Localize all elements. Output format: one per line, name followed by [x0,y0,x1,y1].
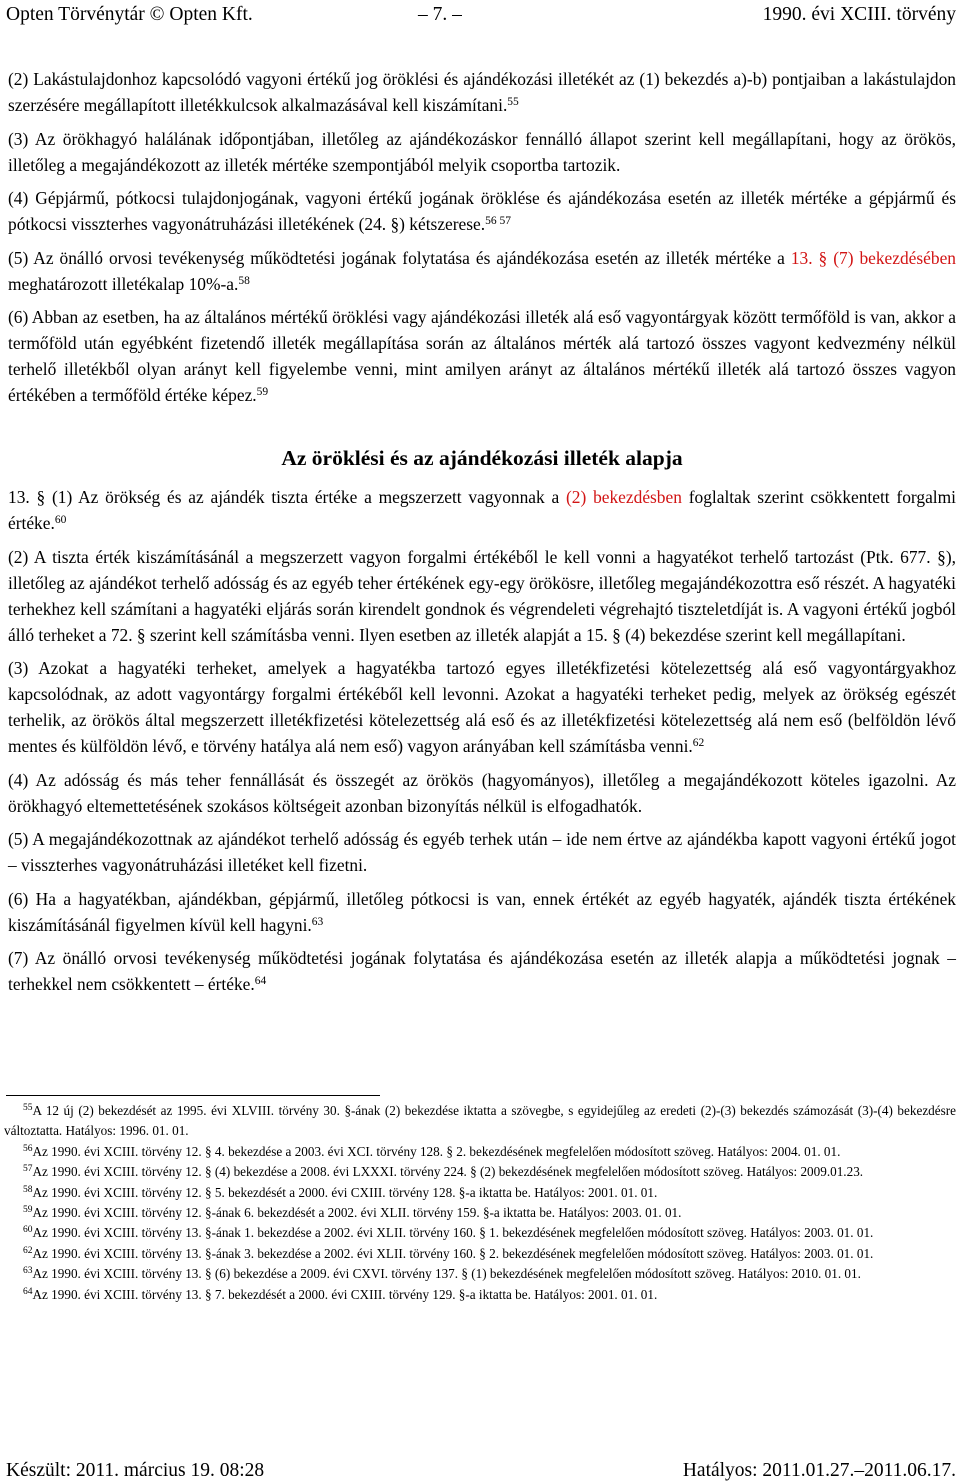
page-header [6,4,956,32]
footnote: $^{64}$Az 1990. évi XCIII. törvény 13. § 7. bekezdését a 2000. évi CXIII. törvény 129. §-a iktatta be. Hatályos: 2001. 01. 01. [23,1286,658,1302]
paragraph-12-3: (3) Az örökhagyó halálának időpontjában, illetőleg az ajándékozáskor fennálló állapot szerint kell megállapítani, hogy az örökös, illetőleg a megajándékozott az illeték mértéke szempontjából melyik csoportba tartozik. [8,128,956,175]
section-title: Az öröklési és az ajándékozási illeték alapja [281,446,683,470]
footnote: $^{62}$Az 1990. évi XCIII. törvény 13. §-ának 3. bekezdése a 2002. évi XLII. törvény 160. § 2. bekezdésének megfelelően módosított szöveg. Hatályos: 2003. 01. 01. [23,1245,874,1261]
footnote-ref[interactable]: 64 [254,975,267,987]
footnote-ref[interactable]: 63 [311,915,324,928]
footnote: $^{58}$Az 1990. évi XCIII. törvény 12. § 5. bekezdését a 2000. évi CXIII. törvény 128. §-a iktatta be. Hatályos: 2001. 01. 01. [23,1184,658,1200]
footnote-ref[interactable]: 59 [256,386,269,398]
footnote-divider [6,1095,380,1096]
paragraph-12-4: (4) Gépjármű, pótkocsi tulajdonjogának, vagyoni értékű jogának öröklése és ajándékozása esetén az illeték mértéke a gépjármű és pótkocsi visszterhes vagyonátruházási illetékének (24. §) kétszerese.$^{56 57}$ [8,188,956,234]
footnote: $^{57}$Az 1990. évi XCIII. törvény 12. § (4) bekezdése a 2008. évi LXXXI. törvény 224. § (2) bekezdésének megfelelően módosított szöveg. Hatályos: 2009.01.23. [23,1164,864,1180]
header-page-number: – 7. – [418,4,462,25]
paragraph-13-5: (5) A megajándékozottnak az ajándékot terhelő adósság és egyéb terhek után – ide nem értve az ajándékba kapott vagyoni értékű jogot – visszterhes vagyonátruházási illetéket kell fizetni. [8,829,956,875]
footnotes [4,1101,956,1305]
paragraph-13-3: (3) Azokat a hagyatéki terheket, amelyek a hagyatékba tartozó egyes illetékfizetési kötelezettség alá eső vagyontárgyakhoz kapcsolódnak, az adott vagyontárgy forgalmi értékéből kell levonni. Azokat a hagyatéki terheket pedig, melyek az örökség egészét terhelik, az örökös által megszerzett illetékfizetési kötelezettség alá eső és az illetékfizetési kötelezettség alá nem eső (belföldön lévő mentes és külföldön lévő, e törvény hatálya alá nem eső) vagyon arányában kell számításba venni.$^{62}$ [8,658,956,756]
footnote: $^{60}$Az 1990. évi XCIII. törvény 13. §-ának 1. bekezdése a 2002. évi XLII. törvény 160. § 1. bekezdésének megfelelően módosított szöveg. Hatályos: 2003. 01. 01. [23,1225,874,1241]
paragraph-13-7: (7) Az önálló orvosi tevékenység működtetési jogának folytatása és ajándékozása esetén az illeték alapja a működtetési jognak – terhekkel nem csökkentett – értéke.$^{64}$ [8,948,956,994]
footnote: $^{55}$A 12 új (2) bekezdését az 1995. évi XLVIII. törvény 30. §-ának (2) bekezdése iktatta a szövegbe, s egyidejűleg az eredeti (2)-(3) bekezdés számozását (3)-(4) bekezdésre változtatta. Hatályos: 1996. 01. 01. [4,1103,956,1139]
cross-reference-link[interactable]: 13. § (7) bekezdésében [790,247,956,268]
footnote-ref[interactable]: 60 [54,514,67,526]
paragraph-12-2: (2) Lakástulajdonhoz kapcsolódó vagyoni értékű jog öröklési és ajándékozási illetékét az (1) bekezdés a)-b) pontjaiban a lakástulajdon szerzésére megállapított illetékkulcsok alkalmazásával kell kiszámítani.$^{55}$ [8,69,956,115]
footer-created: Készült: 2011. március 19. 08:28 [6,1460,265,1481]
footnote: $^{56}$Az 1990. évi XCIII. törvény 12. § 4. bekezdése a 2003. évi XCI. törvény 128. § 2. bekezdésének megfelelően módosított szöveg. Hatályos: 2004. 01. 01. [23,1143,841,1159]
paragraph-13-4: (4) Az adósság és más teher fennállását és összegét az örökös (hagyományos), illetőleg a megajándékozott köteles igazolni. Az örökhagyó eltemettetésének szokásos költségeit azonban bizonyítás nélkül is elfogadhatók. [8,769,956,816]
main-content [8,66,956,1005]
header-law-title: 1990. évi XCIII. törvény [762,4,956,25]
footnote: $^{59}$Az 1990. évi XCIII. törvény 12. §-ának 6. bekezdését a 2002. évi XLII. törvény 159. §-a iktatta be. Hatályos: 2003. 01. 01. [23,1205,682,1221]
paragraph-13-6: (6) Ha a hagyatékban, ajándékban, gépjármű, illetőleg pótkocsi is van, ennek értékét az egyéb hagyaték, ajándék tiszta értékének kiszámításánál figyelmen kívül kell hagyni.$^{63}$ [8,888,956,935]
paragraph-13-1: 13. § (1) Az örökség és az ajándék tiszta értéke a megszerzett vagyonnak a (2) bekezdésben foglaltak szerint csökkentett forgalmi értéke.$^{60}$ [8,487,956,533]
footnote-ref[interactable]: 58 [238,274,250,287]
cross-reference-link[interactable]: (2) bekezdésben [566,487,682,507]
paragraph-13-2: (2) A tiszta érték kiszámításánál a megszerzett vagyon forgalmi értékéből le kell vonni a hagyatékot terhelő tartozást (Ptk. 677. §), illetőleg az ajándékot terhelő adósság és az egyéb teher értékének egy-egy örökösre, illetőleg megajándékozottra eső részét. A hagyatéki terhekhez kell számítani a hagyatéki eljárás során kirendelt gondnok és végrendeleti végrehajtó tiszteletdíját is. A vagyoni értékű jogból álló terheket a 72. § szerint kell számításba venni. Ilyen esetben az illeték alapját a 15. § (4) bekezdése szerint kell megállapítani. [8,546,956,645]
paragraph-12-6: (6) Abban az esetben, ha az általános mértékű öröklési vagy ajándékozási illeték alá eső vagyontárgyak között termőföld is van, akkor a termőföld után egyébként fizetendő illeték megállapítása során az általános mérték alá tartozó összes vagyont kedvezmény nélkül terhelő illetékből olyan arányt kell figyelembe venni, mint amilyen arányt az általános mértékű illeték alá tartozó összes vagyon értékében a termőföld értéke képez.$^{59}$ [8,307,956,405]
footnote-ref[interactable]: 55 [507,96,519,108]
footnote: $^{63}$Az 1990. évi XCIII. törvény 13. § (6) bekezdése a 2009. évi CXVI. törvény 137. § (1) bekezdésének megfelelően módosított szöveg. Hatályos: 2010. 01. 01. [23,1266,861,1282]
footnote-ref[interactable]: 62 [692,737,705,749]
footer-effective: Hatályos: 2011.01.27.–2011.06.17. [682,1460,956,1481]
paragraph-12-5: (5) Az önálló orvosi tevékenység működtetési jogának folytatása és ajándékozása esetén az illeték mértéke a 13. § (7) bekezdésében meghatározott illetékalap 10%-a.$^{58}$ [8,247,956,294]
header-publisher: Opten Törvénytár © Opten Kft. [6,4,253,25]
footnote-ref[interactable]: 56 57 [485,215,511,227]
